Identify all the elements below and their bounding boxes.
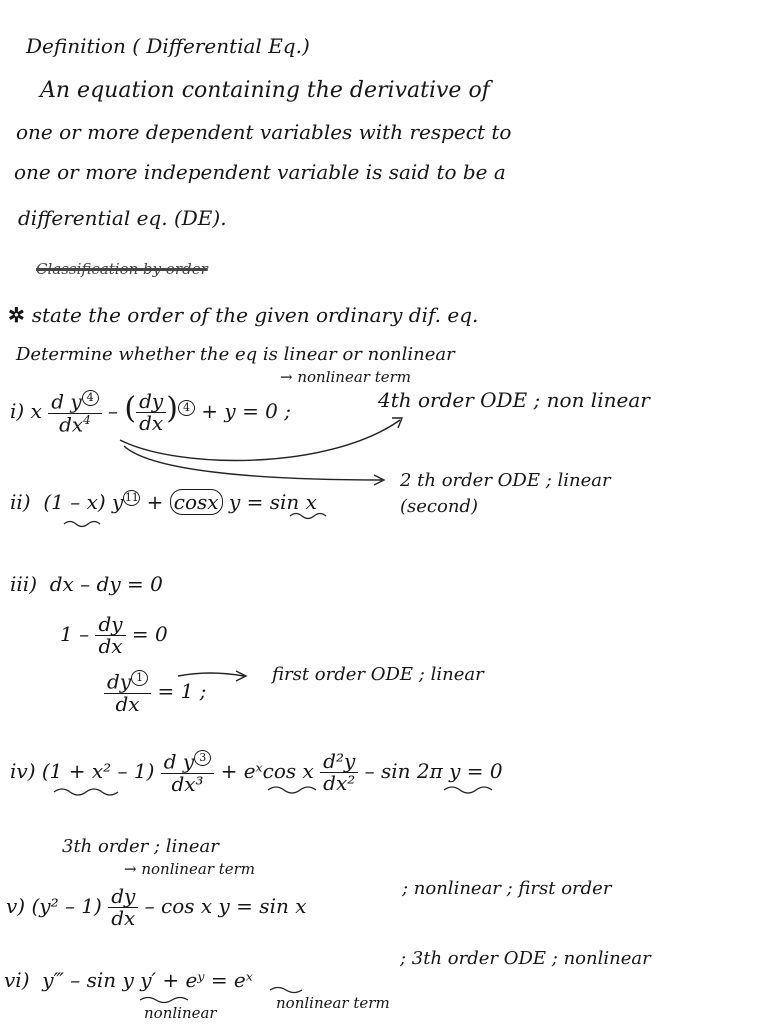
instruction-line-1 — [8, 303, 478, 327]
item-ii-arrowhead — [374, 475, 384, 485]
item-i-paren-fraction: $\frac{dy}{dx}$ — [136, 391, 166, 434]
item-ii-cos: cosx — [170, 489, 223, 515]
item-vi-label: vi) — [4, 968, 30, 992]
item-v-label: v) — [6, 894, 26, 918]
item-ii-result-note: (second) — [400, 496, 478, 517]
item-iv-label: iv) — [10, 758, 36, 783]
item-i-power-circle: 4 — [178, 400, 195, 416]
item-vi-exp: eʸ = eˣ — [185, 968, 253, 992]
item-iii-equation-2 — [60, 614, 168, 657]
item-v-fraction: $\frac{dy}{dx}$ — [108, 886, 138, 929]
item-i-result: 4th order ODE ; non linear — [378, 388, 650, 412]
item-i-note: → nonlinear term — [280, 368, 412, 386]
item-iv-tail: – sin 2π y = 0 — [364, 758, 503, 783]
item-i-numerator: d y 4 — [48, 390, 101, 414]
item-v-note: → nonlinear term — [124, 860, 256, 878]
item-v-result: ; nonlinear ; first order — [402, 878, 612, 899]
item-iii-label: iii) — [10, 572, 37, 596]
item-ii-curve-arrow — [124, 446, 382, 480]
item-vi-note-b: nonlinear term — [276, 994, 390, 1012]
item-iii-eq3-b: = 1 ; — [157, 678, 207, 703]
item-i-order-circle: 4 — [82, 390, 99, 406]
definition-line-4: differential eq. (DE). — [18, 206, 227, 230]
struck-out-heading: Classification by order — [36, 260, 208, 278]
item-v-equation — [6, 886, 306, 929]
item-vi-result: ; 3th order ODE ; nonlinear — [400, 948, 651, 969]
item-i-label: i) — [10, 399, 25, 424]
item-iii-equation-3 — [104, 670, 206, 715]
item-vi-equation — [4, 968, 253, 992]
item-vi-eq: y‴ – sin y y′ + — [42, 968, 180, 992]
item-iv-plus: + — [220, 758, 238, 783]
definition-line-2: one or more dependent variables with respect to — [16, 120, 512, 144]
item-iii-eq3-fraction: $\frac{dy 1}{dx}$ — [104, 670, 151, 715]
item-i-denominator: $dx^4$ — [59, 412, 91, 437]
item-i-arrowhead — [392, 418, 402, 428]
item-i-x: x — [30, 399, 42, 424]
item-iv-result: 3th order ; linear — [62, 836, 219, 857]
item-iv-fraction: $\frac{\text{d y 3}}{\text{dx³}}$ — [161, 750, 214, 795]
item-vi-squiggle-2 — [270, 988, 302, 993]
item-iii-arrowhead — [236, 671, 246, 681]
item-ii-squiggle-2 — [290, 514, 326, 519]
item-i-minus: – — [108, 399, 119, 424]
item-iii-equation-1 — [10, 572, 163, 596]
item-iii-eq2-b: = 0 — [131, 622, 168, 646]
item-iv-equation — [10, 750, 503, 795]
instruction-line-1-text: state the order of the given ordinary dif. eq. — [31, 303, 479, 327]
definition-line-1: An equation containing the derivative of — [40, 78, 490, 103]
item-ii-label: ii) — [10, 490, 31, 514]
page-heading: Definition ( Differential Eq.) — [26, 34, 310, 58]
asterisk-icon: ✲ — [8, 303, 32, 327]
item-ii-eq-a: (1 – x) y — [43, 490, 124, 514]
definition-line-3: one or more independent variable is said to be a — [14, 160, 506, 184]
item-i-equation: i) x $\frac{\text{d y 4}}{dx^4}$ – ( $\frac{dy}{dx}$ ) 4 + y = 0 ; — [10, 389, 292, 437]
item-ii-eq-c: y = sin x — [228, 490, 317, 514]
item-ii-plus: + — [146, 490, 164, 514]
item-ii-squiggle-1 — [64, 522, 100, 527]
item-iv-order-circle: 3 — [194, 750, 211, 766]
item-ii-order-circle: 11 — [124, 491, 139, 505]
item-iv-eq-a: (1 + x² – 1) — [41, 758, 155, 783]
item-iv-coef: eˣcos x — [243, 758, 314, 783]
item-iii-eq1: dx – dy = 0 — [49, 572, 163, 596]
item-iii-order-circle: 1 — [131, 670, 148, 686]
item-vi-note-a: nonlinear — [144, 1004, 217, 1022]
item-iii-eq2-fraction: $\frac{dy}{dx}$ — [95, 614, 125, 657]
item-iv-fraction-2: $\frac{\text{d²y}}{\text{dx²}}$ — [320, 751, 358, 794]
item-iii-eq2-a: 1 – — [60, 622, 90, 646]
item-vi-squiggle-1 — [140, 998, 188, 1003]
item-ii-result: 2 th order ODE ; linear — [400, 470, 611, 491]
item-i-rest: + y = 0 ; — [201, 399, 292, 424]
instruction-line-2: Determine whether the eq is linear or nonlinear — [16, 344, 455, 365]
item-v-tail: – cos x y = sin x — [144, 894, 307, 918]
item-iii-result: first order ODE ; linear — [272, 664, 484, 685]
item-i-fraction — [48, 390, 101, 435]
item-v-paren: (y² – 1) — [31, 894, 102, 918]
item-ii-equation — [10, 490, 317, 514]
